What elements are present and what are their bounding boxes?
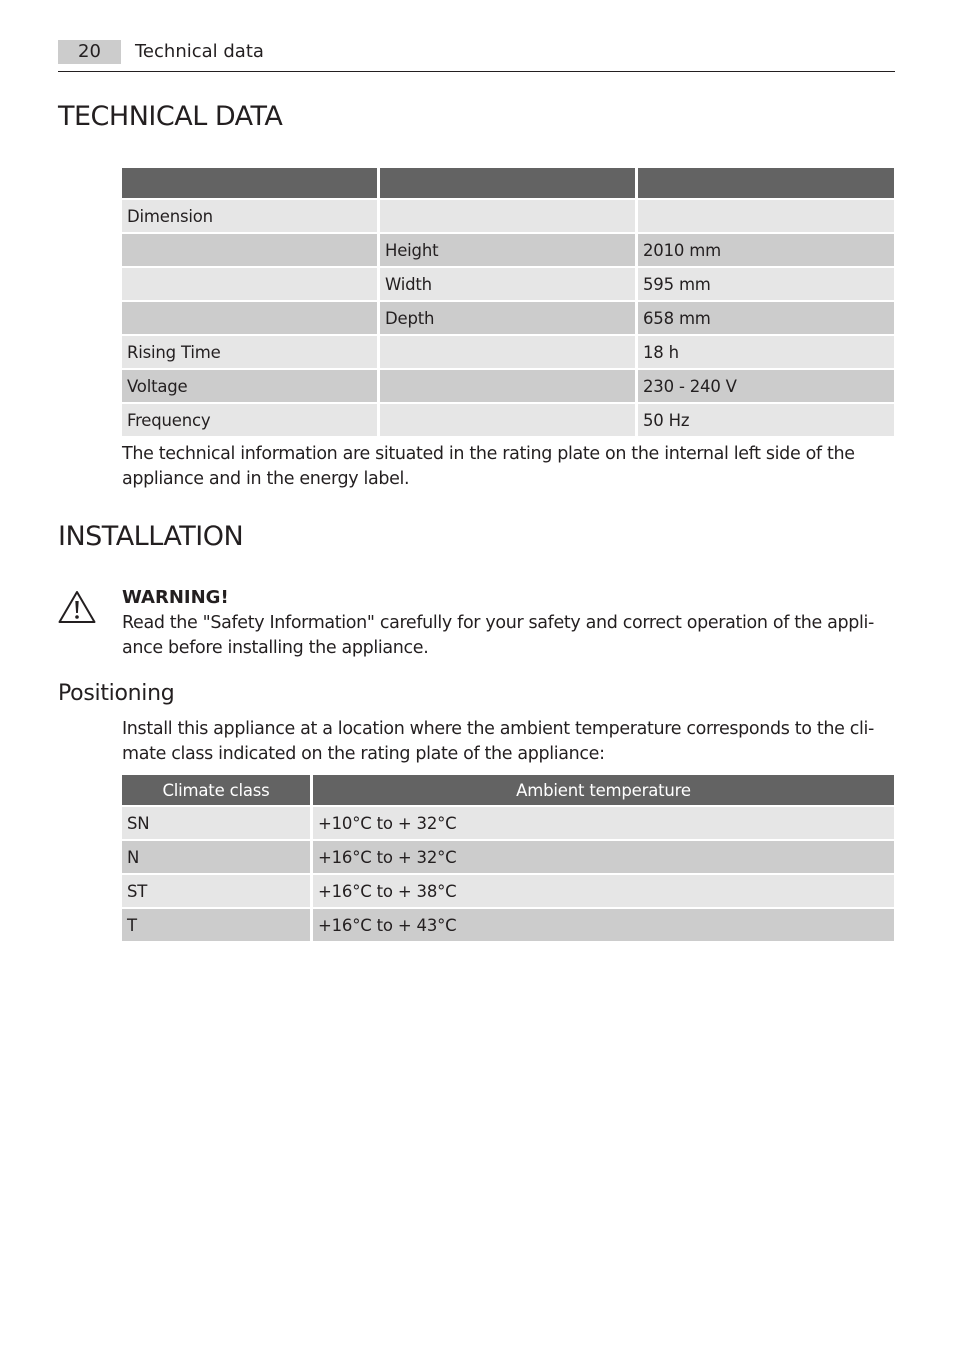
- table-row: [122, 370, 894, 404]
- table-row: [122, 268, 894, 302]
- header-section-title: Technical data: [135, 41, 264, 62]
- table-cell: 18 h: [638, 336, 894, 370]
- table-cell: +16°C to + 43°C: [313, 909, 894, 943]
- technical-data-table: [122, 168, 894, 438]
- page-number: 20: [58, 40, 121, 64]
- table-cell: 658 mm: [638, 302, 894, 336]
- table-row: [122, 302, 894, 336]
- positioning-text: Install this appliance at a location where the ambient temperature corresponds to the cli-mate class indicated on the rating plate of the appliance:: [122, 719, 874, 764]
- table-cell: 2010 mm: [638, 234, 894, 268]
- table-cell: [380, 370, 638, 404]
- table-cell: Dimension: [122, 200, 380, 234]
- table-row: [122, 200, 894, 234]
- table-cell: [380, 200, 638, 234]
- technical-data-note: The technical information are situated in the rating plate on the internal left side of the appliance and in the energy label.: [122, 444, 855, 489]
- table-header-cell: Climate class: [122, 775, 313, 807]
- table-cell: Width: [380, 268, 638, 302]
- technical-data-heading: TECHNICAL DATA: [58, 101, 283, 132]
- table-header-cell: [122, 168, 380, 200]
- table-header-cell: [380, 168, 638, 200]
- table-cell: [380, 336, 638, 370]
- table-cell: SN: [122, 807, 313, 841]
- table-row: [122, 909, 894, 943]
- table-cell: [122, 268, 380, 302]
- table-cell: ST: [122, 875, 313, 909]
- table-row: [122, 234, 894, 268]
- table-cell: 230 - 240 V: [638, 370, 894, 404]
- table-cell: [638, 200, 894, 234]
- table-cell: [122, 234, 380, 268]
- table-cell: [122, 302, 380, 336]
- table-cell: [380, 404, 638, 438]
- climate-class-table: [122, 775, 894, 943]
- table-row: [122, 336, 894, 370]
- table-cell: Height: [380, 234, 638, 268]
- warning-title: WARNING!: [122, 587, 229, 608]
- table-header-cell: [638, 168, 894, 200]
- table-cell: N: [122, 841, 313, 875]
- table-row: [122, 404, 894, 438]
- table-cell: +10°C to + 32°C: [313, 807, 894, 841]
- table-row: [122, 875, 894, 909]
- table-cell: Frequency: [122, 404, 380, 438]
- table-header-cell: Ambient temperature: [313, 775, 894, 807]
- table-row: [122, 841, 894, 875]
- table-cell: +16°C to + 38°C: [313, 875, 894, 909]
- positioning-heading: Positioning: [58, 681, 175, 706]
- table-cell: Depth: [380, 302, 638, 336]
- table-cell: Voltage: [122, 370, 380, 404]
- table-row: [122, 807, 894, 841]
- warning-text: Read the "Safety Information" carefully for your safety and correct operation of the appli-ance before installing the appliance.: [122, 613, 874, 658]
- table-cell: T: [122, 909, 313, 943]
- warning-triangle-icon: [58, 590, 96, 624]
- table-header-row: [122, 168, 894, 200]
- table-cell: 50 Hz: [638, 404, 894, 438]
- table-cell: 595 mm: [638, 268, 894, 302]
- table-cell: +16°C to + 32°C: [313, 841, 894, 875]
- installation-heading: INSTALLATION: [58, 521, 244, 552]
- page-header: [58, 40, 895, 72]
- table-cell: Rising Time: [122, 336, 380, 370]
- table-header-row: [122, 775, 894, 807]
